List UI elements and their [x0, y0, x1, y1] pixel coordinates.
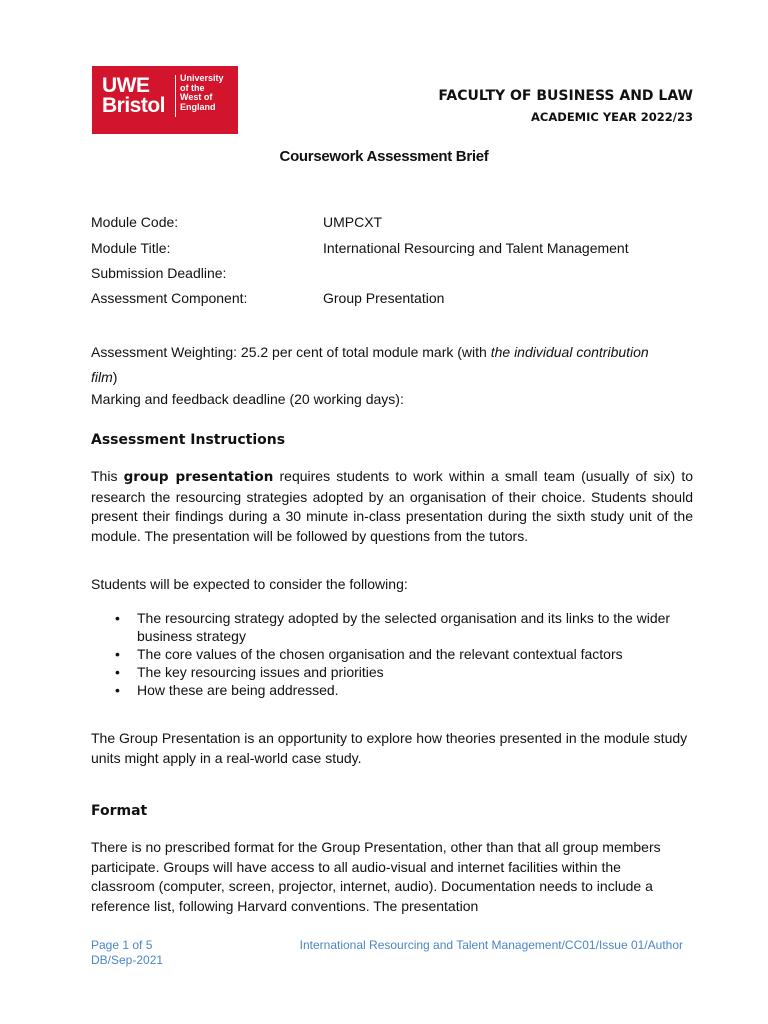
list-item-text: The core values of the chosen organisation and the relevant contextual factors	[137, 646, 623, 662]
info-value: International Resourcing and Talent Management	[323, 240, 629, 256]
instructions-heading: Assessment Instructions	[91, 432, 286, 448]
marking-deadline: Marking and feedback deadline (20 working days):	[91, 391, 404, 407]
considerations-list	[91, 609, 693, 699]
list-item-text: How these are being addressed.	[137, 682, 339, 698]
info-label: Module Code:	[91, 214, 179, 230]
logo-uwe-text: UWE	[102, 74, 150, 97]
list-item	[91, 663, 693, 681]
logo-university-line: University	[180, 73, 224, 83]
bullet-icon: •	[115, 682, 120, 698]
instructions-paragraph-3: The Group Presentation is an opportunity to explore how theories presented in the module study units might apply in a real-world case study.	[91, 730, 688, 766]
format-paragraph: There is no prescribed format for the Group Presentation, other than that all group members participate. Groups will have access to all audio-visual and internet facilities within the classroom (computer, screen, projector, internet, audio). Documentation needs to include a reference list, following Harvard conventions. The presentation	[91, 839, 661, 914]
format-heading: Format	[91, 803, 148, 819]
paragraph-text: This	[91, 468, 124, 484]
weighting-text: Assessment Weighting: 25.2 per cent of total module mark (with	[91, 344, 491, 360]
logo-university-line: of the	[180, 82, 205, 93]
faculty-name: FACULTY OF BUSINESS AND LAW	[438, 88, 693, 104]
list-item-text: The resourcing strategy adopted by the selected organisation and its links to the wider business strategy	[137, 610, 671, 644]
list-item	[91, 681, 693, 699]
list-item	[91, 645, 693, 663]
paragraph-bold-text: group presentation	[123, 469, 274, 485]
instructions-paragraph-2: Students will be expected to consider the following:	[91, 576, 408, 592]
page-number: Page 1 of 5	[91, 938, 153, 952]
logo-bristol-text: Bristol	[102, 94, 166, 117]
academic-year: ACADEMIC YEAR 2022/23	[531, 110, 693, 124]
document-title: Coursework Assessment Brief	[279, 148, 489, 165]
document-reference: International Resourcing and Talent Management/CC01/Issue 01/Author	[299, 938, 683, 952]
list-item-text: The key resourcing issues and priorities	[137, 664, 384, 680]
uwe-bristol-logo	[92, 66, 238, 134]
info-value: Group Presentation	[323, 290, 445, 306]
info-label: Module Title:	[91, 240, 171, 256]
list-item	[91, 609, 693, 645]
info-label: Assessment Component:	[91, 290, 248, 306]
info-label: Submission Deadline:	[91, 265, 227, 281]
bullet-icon: •	[115, 664, 120, 680]
instructions-paragraph-1	[91, 467, 693, 546]
info-value: UMPCXT	[323, 214, 383, 230]
logo-university-line: England	[180, 101, 216, 112]
logo-university-line: West of	[180, 92, 213, 102]
paragraph-text: requires students to work within a small team (usually of six) to research the resourcing strategies adopted by an organisation of their choice. Students should present their findings during a 30 minute in-class presentation during the sixth study unit of the module. The presentation will be followed by questions from the tutors.	[91, 468, 694, 544]
assessment-weighting	[91, 340, 651, 390]
author-date: DB/Sep-2021	[91, 953, 164, 967]
logo-divider	[175, 75, 176, 117]
logo-university-text	[180, 74, 236, 112]
bullet-icon: •	[115, 646, 120, 662]
weighting-suffix: )	[112, 369, 118, 385]
weighting-italic-text: the individual contribution film	[91, 344, 649, 385]
bullet-icon: •	[115, 610, 120, 626]
footer-left	[91, 938, 163, 968]
